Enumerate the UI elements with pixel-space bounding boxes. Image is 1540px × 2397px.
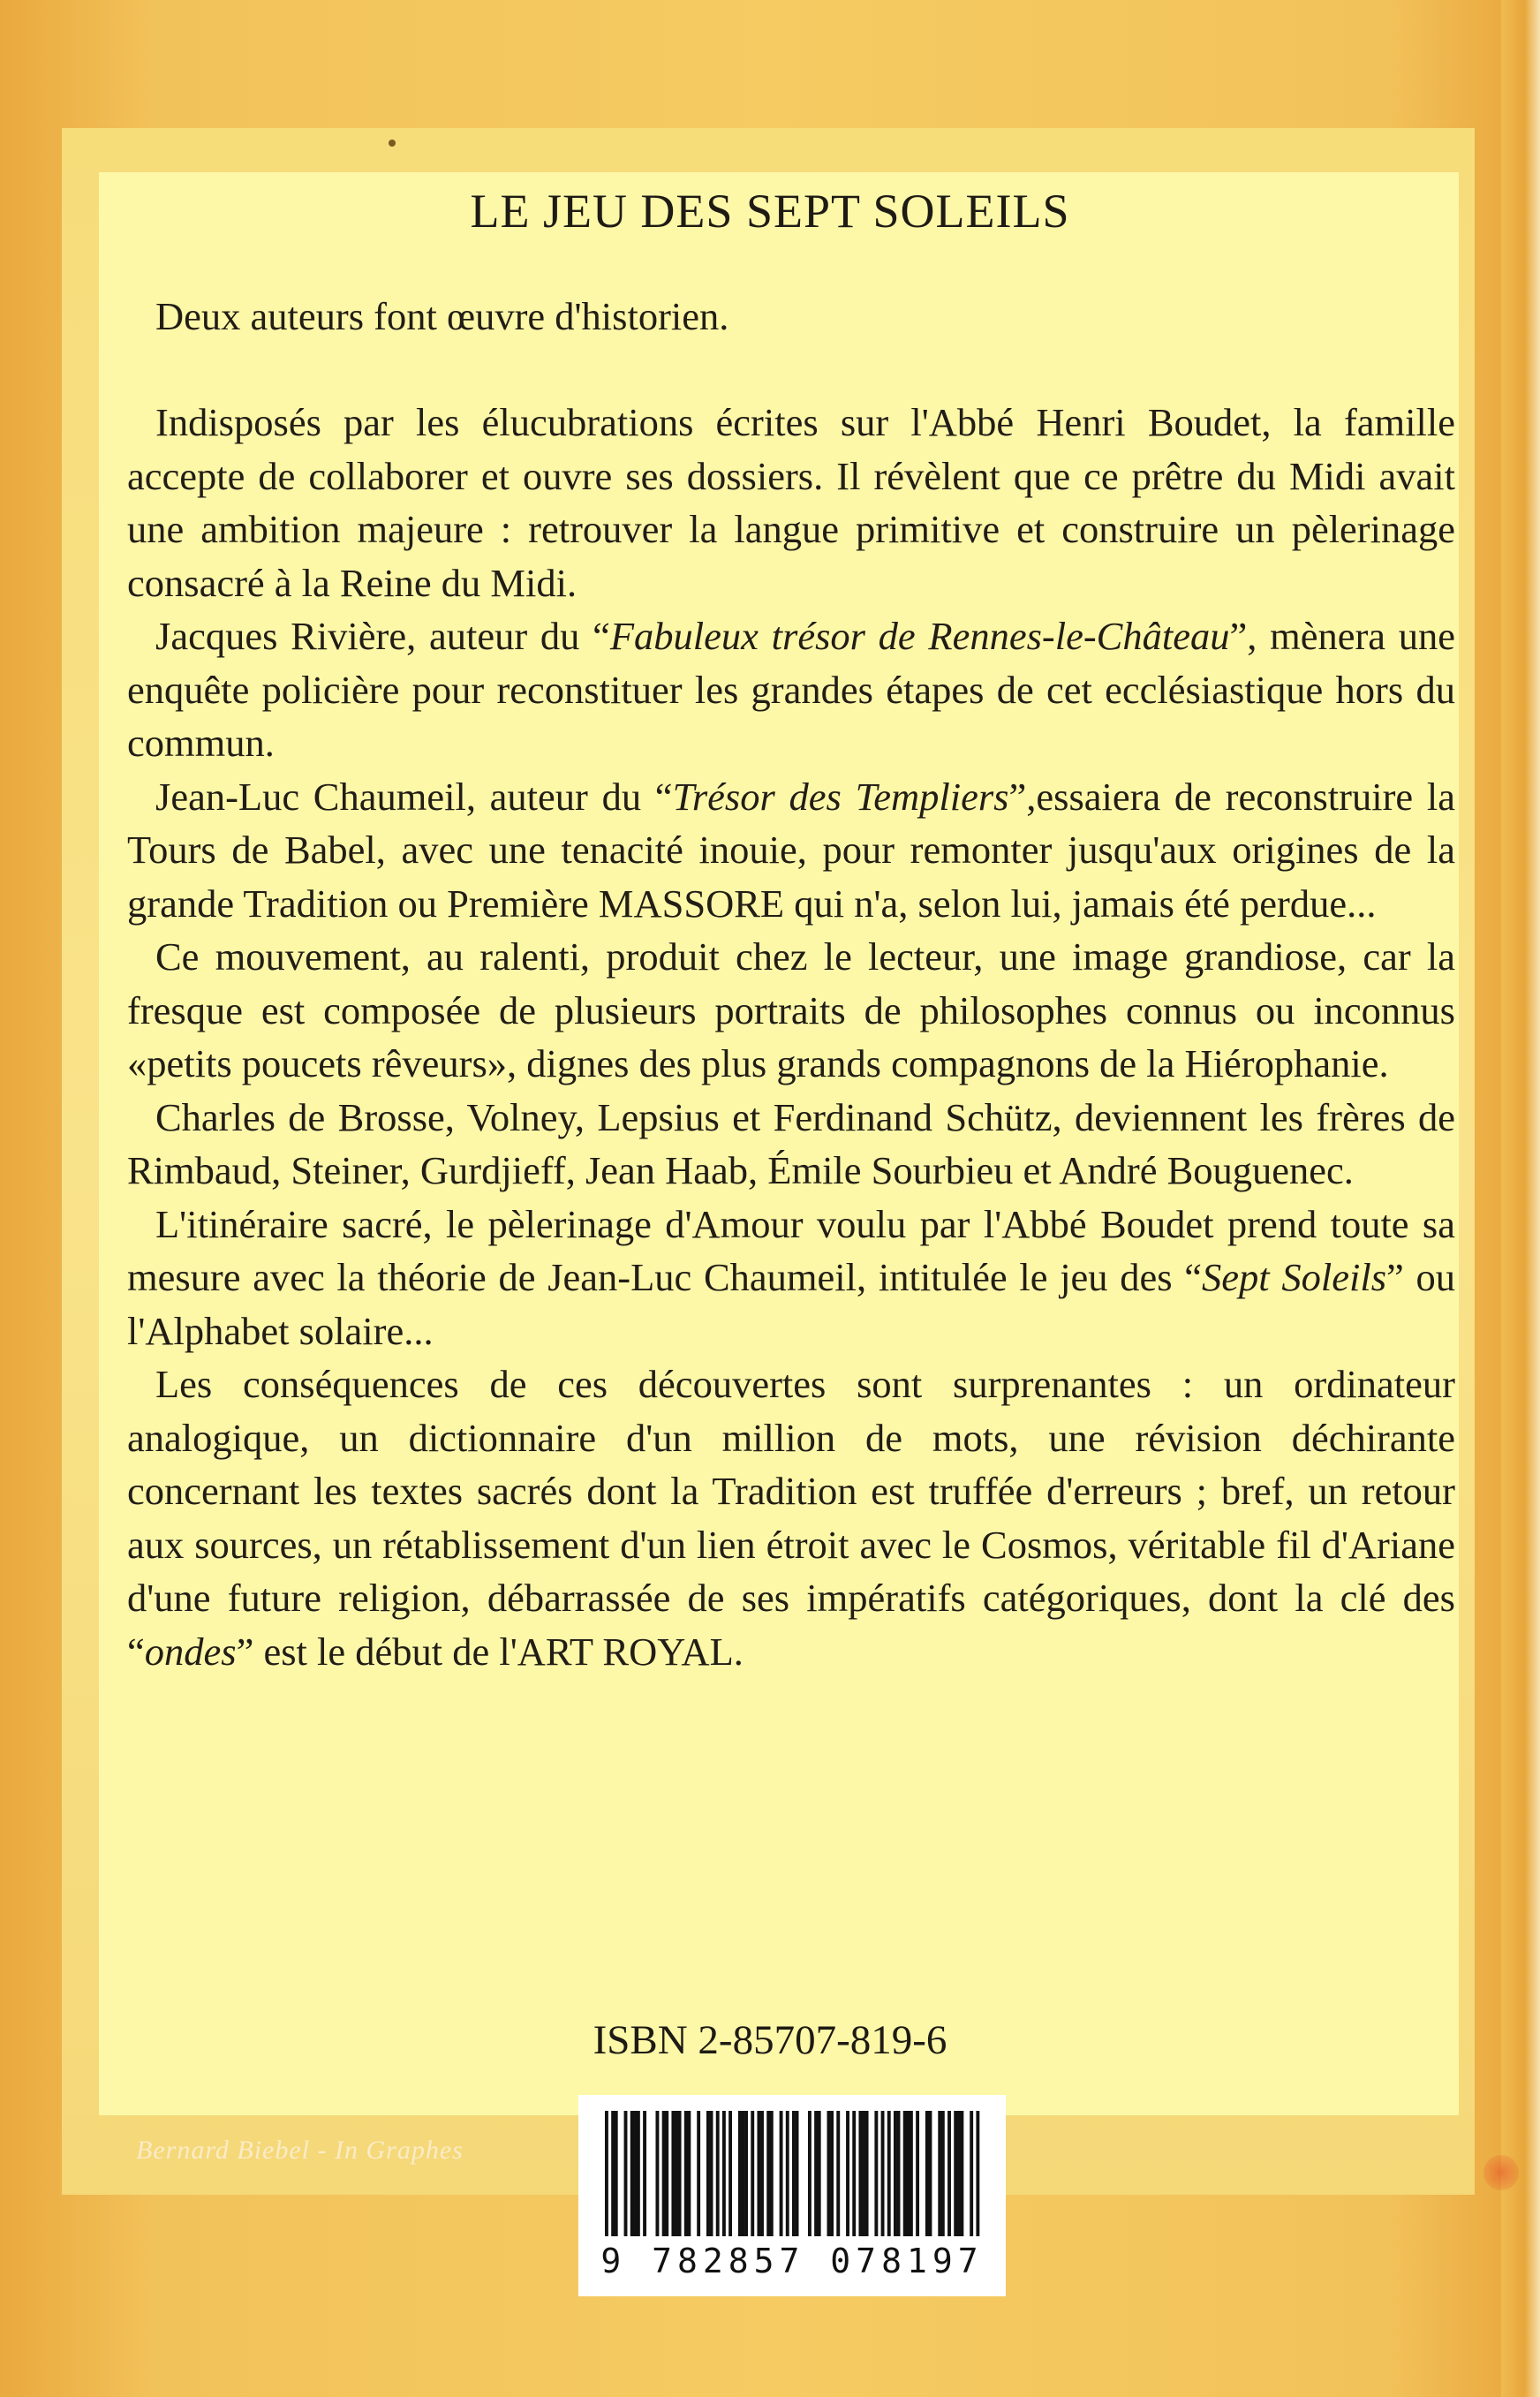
barcode-bar [954,2111,957,2236]
barcode-bar [836,2111,840,2236]
barcode-bar [830,2111,834,2236]
barcode-bar [615,2111,618,2236]
barcode-bar [728,2111,732,2236]
barcode-bar [808,2111,812,2236]
barcode-bar [852,2111,856,2236]
barcode-bar [697,2111,700,2236]
barcode-bar [910,2111,913,2236]
barcode-bar [786,2111,789,2236]
paragraph-7 [127,1357,1455,1678]
book-title: LE JEU DES SEPT SOLEILS [470,185,1070,238]
barcode-bar [916,2111,919,2236]
barcode-bar [929,2111,932,2236]
designer-credit: Bernard Biebel - In Graphes [136,2136,464,2165]
barcode-bar [770,2111,774,2236]
barcode-bar [687,2111,691,2236]
barcode-bar [814,2111,818,2236]
barcode-bar [678,2111,682,2236]
barcode-bar [605,2111,608,2236]
barcode-bar [906,2111,910,2236]
p2-book-title: Fabuleux trésor de Rennes-le-Château [609,614,1230,658]
lead-paragraph [127,290,1455,344]
barcode-bar [662,2111,666,2236]
barcode-bar [881,2111,885,2236]
barcode-bar [846,2111,849,2236]
barcode-bar [675,2111,678,2236]
p3-text-a: Jean-Luc Chaumeil, auteur du “ [155,774,673,819]
barcode-bar [655,2111,659,2236]
barcode-bar [706,2111,710,2236]
barcode-bar [976,2111,979,2236]
barcode-bar [796,2111,799,2236]
paragraph-6 [127,1198,1455,1358]
barcode-bar [722,2111,726,2236]
barcode-bar [633,2111,637,2236]
barcode-bar [744,2111,748,2236]
barcode-bar [716,2111,720,2236]
p6-text-a: L'itinéraire sacré, le pèlerinage d'Amour voulu par l'Abbé Boudet prend toute sa mesure avec la théorie de Jean-Luc Chaumeil, intitulée le jeu des “ [127,1201,1455,1299]
barcode-bar [957,2111,961,2236]
barcode-bar [865,2111,869,2236]
barcode-bar [630,2111,634,2236]
p3-text-b: ”,essaiera de reconstruire la Tours de Babel, avec une tenacité inouie, pour remonter jusqu'aux origines de la grande Tradition ou Première MASSORE qui n'a, selon lui, jamais été perdue... [127,774,1455,926]
barcode-bar [897,2111,901,2236]
barcode-bar [780,2111,783,2236]
barcode-bar [818,2111,821,2236]
barcode-bar [637,2111,640,2236]
barcode-bar [858,2111,862,2236]
p6-text-b: ” ou l'Alphabet solaire... [127,1255,1455,1353]
barcode-bar [938,2111,941,2236]
barcode-bar [766,2111,770,2236]
p7-text-b: ” est le début de l'ART ROYAL. [236,1629,744,1674]
barcode-bar [757,2111,760,2236]
p2-text-b: ”, mènera une enquête policière pour reconstituer les grandes étapes de cet ecclésiastique hors du commun. [127,614,1455,765]
barcode-bar [665,2111,668,2236]
isbn-label: ISBN 2-85707-819-6 [593,2017,947,2063]
barcode-bar [611,2111,615,2236]
barcode-bar [960,2111,963,2236]
barcode-bar [903,2111,907,2236]
barcode-bar [874,2111,878,2236]
barcode-bar [742,2111,745,2236]
barcode-bar [710,2111,713,2236]
barcode-bar [738,2111,742,2236]
barcode-bar [792,2111,796,2236]
barcode-bar [970,2111,973,2236]
p7-text-a: Les conséquences de ces découvertes sont surprenantes : un ordinateur analogique, un dictionnaire d'un million de mots, une révision déchirante concernant les textes sacrés dont la Tradition est truffée d'erreurs ; bref, un retour aux sources, un rétablissement d'un lien étroit avec le Cosmos, véritable fil d'Ariane d'une future religion, débarrassée de ses impératifs catégoriques, dont la clé des “ [127,1362,1455,1674]
barcode-bar [862,2111,865,2236]
barcode-bar [684,2111,688,2236]
p7-term: ondes [144,1629,237,1674]
barcode-bar [643,2111,646,2236]
lead-text: Deux auteurs font œuvre d'historien. [155,294,729,338]
paragraph-3 [127,770,1455,931]
p3-book-title: Trésor des Templiers [672,774,1009,819]
speck [389,140,396,147]
barcode-bar [925,2111,929,2236]
paragraph-2 [127,609,1455,770]
barcode-bar [894,2111,897,2236]
barcode-bar [941,2111,945,2236]
p6-term: Sept Soleils [1202,1255,1387,1299]
paragraph-4: Ce mouvement, au ralenti, produit chez le lecteur, une image grandiose, car la fresque est composée de plusieurs portraits de philosophes connus ou inconnus «petits poucets rêveurs», dignes des plus grands compagnons de la Hiérophanie. [127,934,1455,1085]
p2-text-a: Jacques Rivière, auteur du “ [155,614,610,658]
blurb-body [127,396,1455,1678]
barcode-bar [751,2111,754,2236]
barcode-bar [624,2111,628,2236]
barcode-bar [760,2111,764,2236]
stain-mark [1483,2155,1519,2190]
barcode-bar [887,2111,891,2236]
paragraph-1: Indisposés par les élucubrations écrites sur l'Abbé Henri Boudet, la famille accepte de collaborer et ouvre ses dossiers. Il révèlent que ce prêtre du Midi avait une ambition majeure : retrouver la langue primitive et construire un pèlerinage consacré à la Reine du Midi. [127,400,1455,605]
paragraph-5: Charles de Brosse, Volney, Lepsius et Ferdinand Schütz, deviennent les frères de Rimbaud, Steiner, Gurdjieff, Jean Haab, Émile Sourbieu et André Bouguenec. [127,1094,1455,1192]
barcode-digits: 9 782857 078197 [600,2242,984,2280]
barcode-bar [671,2111,675,2236]
barcode-bar [827,2111,831,2236]
barcode-bar [947,2111,951,2236]
